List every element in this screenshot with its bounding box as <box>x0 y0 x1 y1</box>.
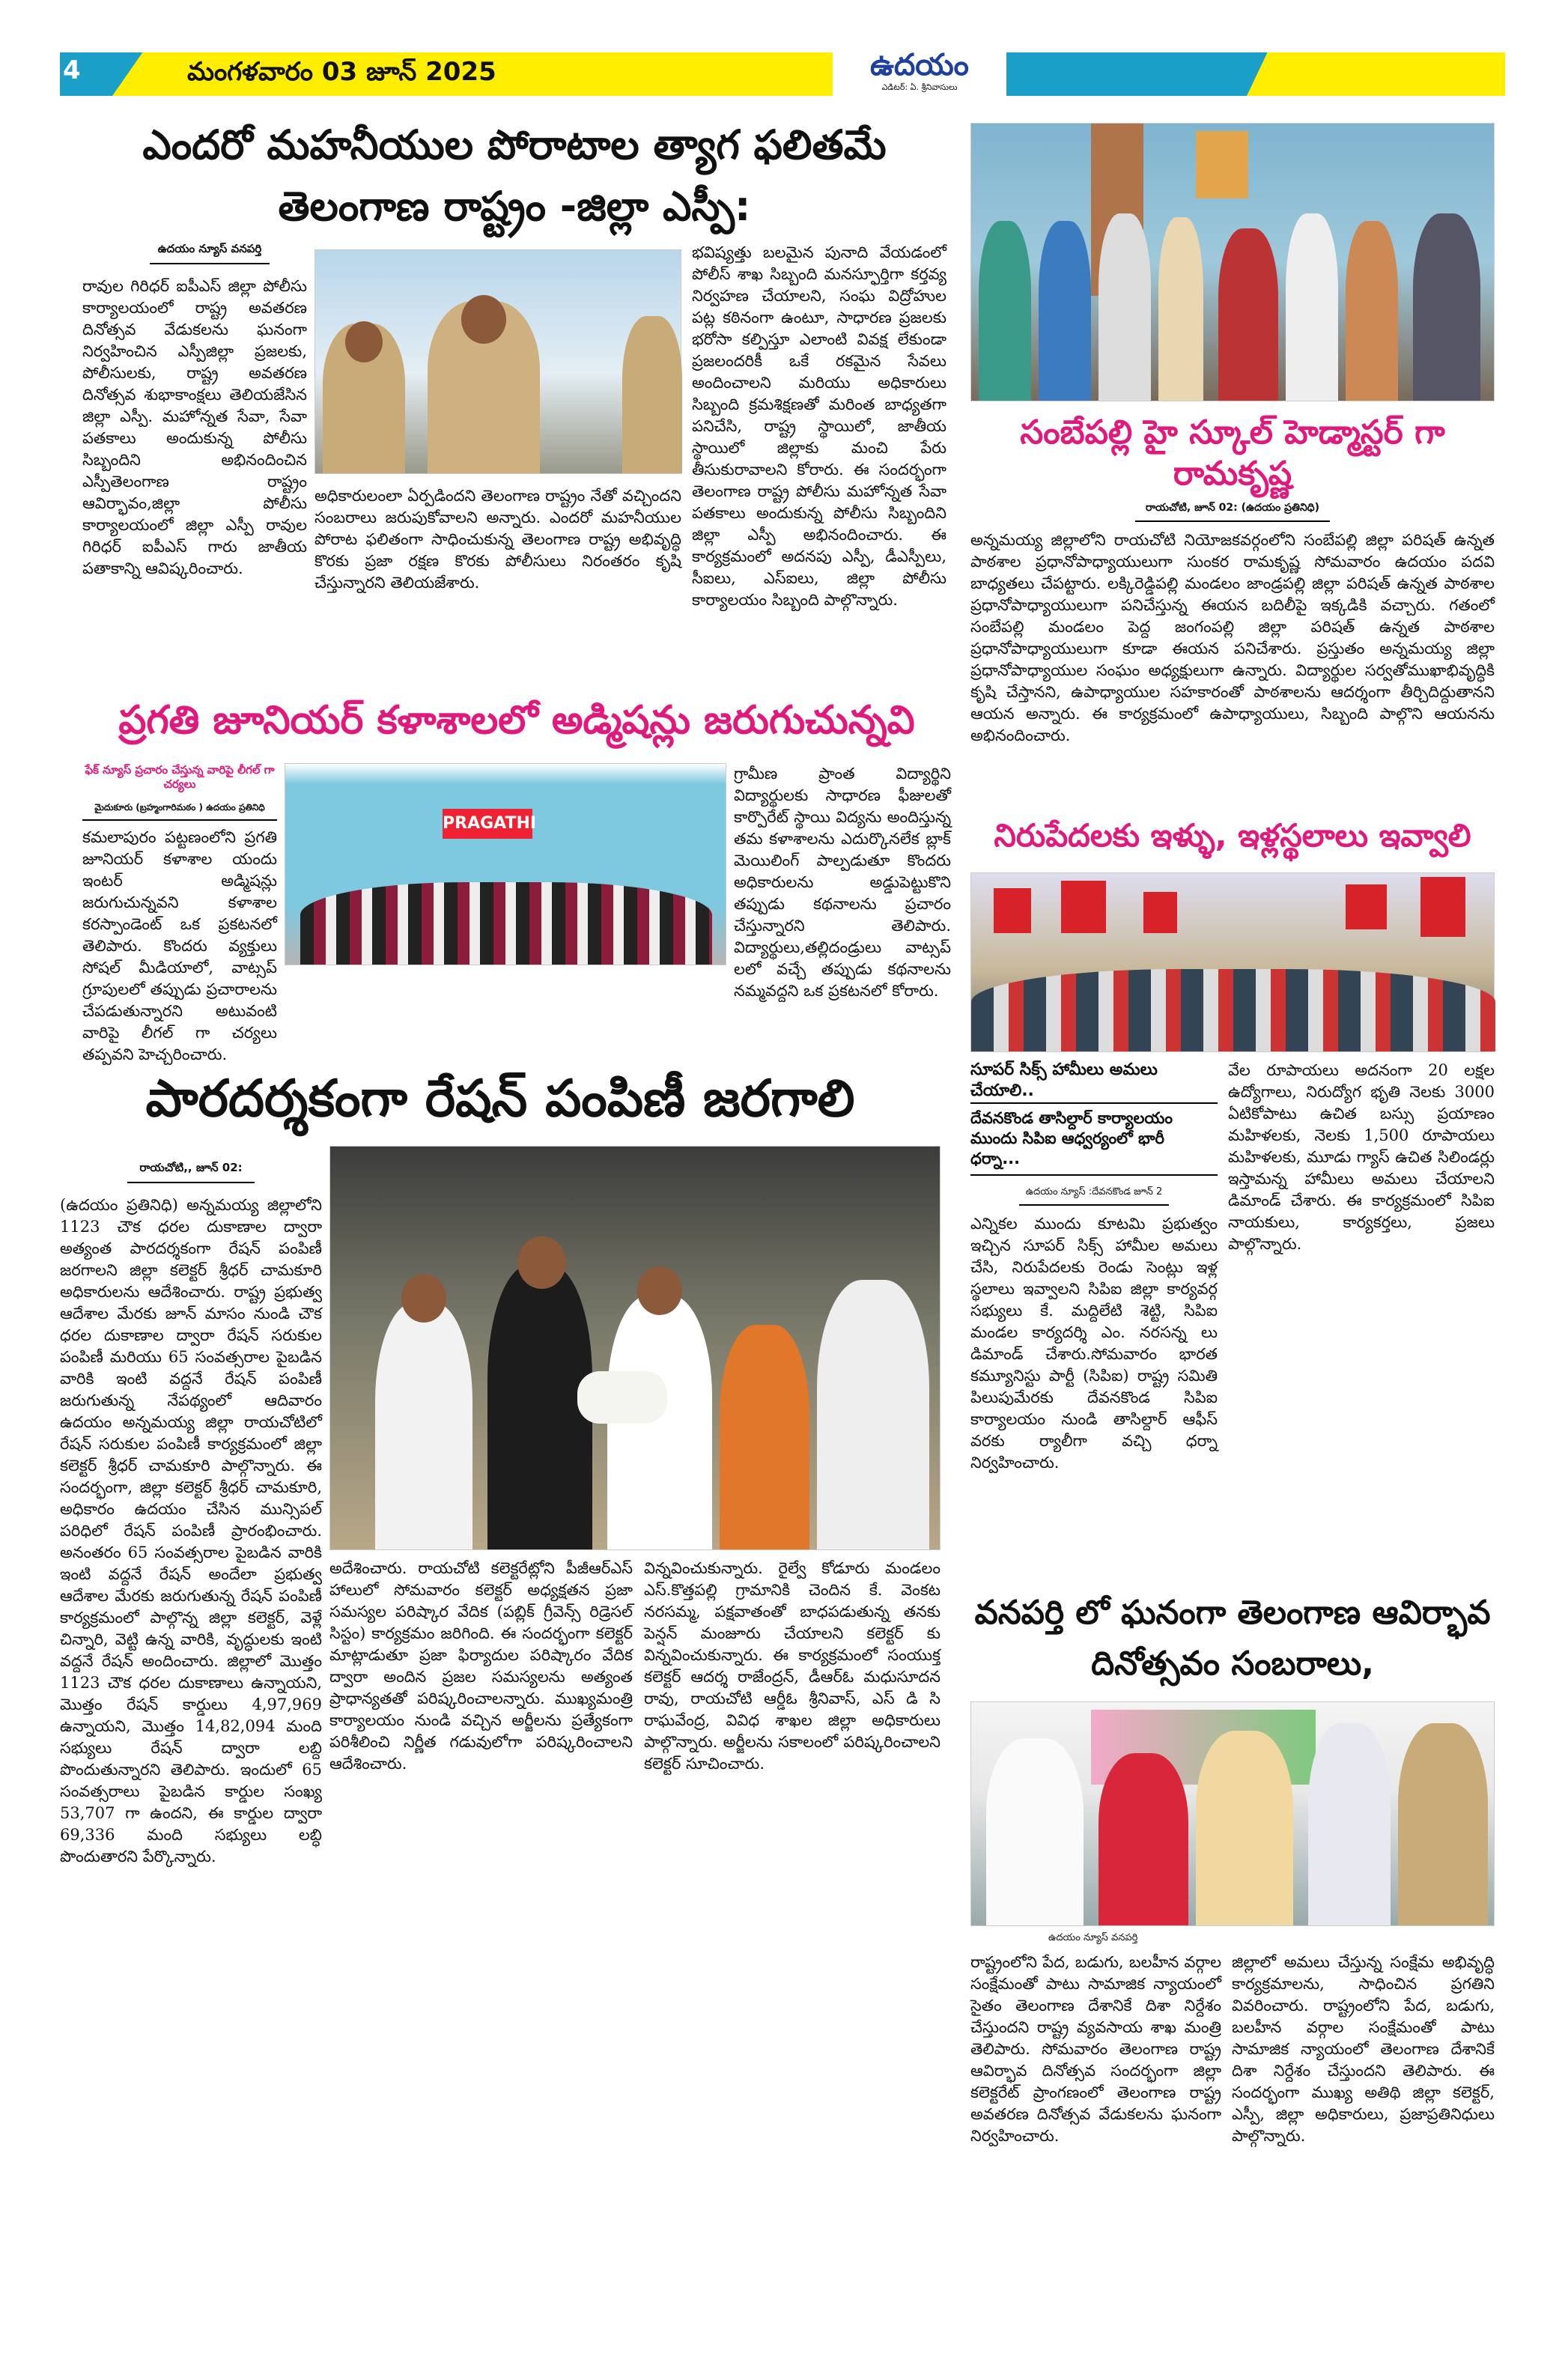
a4-caption-1: సూపర్ సిక్స్ హామీలు అమలు చేయాలి.. <box>970 1060 1218 1104</box>
a2-body: అన్నమయ్య జిల్లాలోని రాయచోటి నియోజకవర్గంలోని సంబేపల్లి జిల్లా పరిషత్ ఉన్నత పాఠశాల ప్రధానోపాధ్యాయులుగా సుంకర రామకృష్ణ సోమవారం ఉదయం పదవి బాధ్యతలు చేపట్టారు. లక్కిరెడ్డిపల్లి మండలం జాండ్రపల్లి జిల్లా పరిషత్ ఉన్నత పాఠశాల ప్రధానోపాధ్యాయులుగా పనిచేస్తున్న ఈయన బదిలీపై ఇక్కడికి వచ్చారు. గతంలో సంబేపల్లి మండలం పెద్ద జంగంపల్లి జిల్లా పరిషత్ ఉన్నత పాఠశాల ప్రధానోపాధ్యాయులుగా కూడా ఈయన పనిచేశారు. ప్రస్తుతం అన్నమయ్య జిల్లా ప్రధానోపాధ్యాయుల సంఘం అధ్యక్షులుగా ఉన్నారు. విద్యార్థుల సర్వతోముఖాభివృద్ధికి కృషి చేస్తానని, ఉపాధ్యాయుల సహకారంతో పాఠశాలను ఆదర్శంగా తీర్చిదిద్దుతానని ఆయన అన్నారు. ఈ కార్యక్రమంలో ఉపాధ్యాయులు, సిబ్బంది పాల్గొని ఆయనను అభినందించారు. <box>970 531 1495 744</box>
a4-photo-dharna <box>970 872 1495 1052</box>
a5-article <box>60 1067 941 2292</box>
a1-article <box>82 120 946 674</box>
a1-headline-1: ఎందరో మహనీయుల పోరాటాల త్యాగ ఫలితమే <box>142 121 887 169</box>
pragathi-banner: PRAGATHI <box>443 809 532 839</box>
a1-body-col2: అధికారులంలా ఏర్పడిందని తెలంగాణ రాష్ట్రం నేతో వచ్చిందని సంబరాలు జరుపుకోవాలని అన్నారు. ఎందరో మహనీయుల పోరాట ఫలితంగా సాధించుకున్న తెలంగాణ రాష్ట్ర అభివృద్ధి కొరకు ప్రజా రక్షణ కొరకు పోలీసులు నిరంతరం కృషి చేస్తున్నారని తెలియజేశారు. <box>314 487 681 592</box>
a1-body-area <box>82 242 946 674</box>
a5-body: (ఉదయం ప్రతినిధి) అన్నమయ్య జిల్లాలోని 1123 చౌక ధరల దుకాణాల ద్వారా అత్యంత పారదర్శకంగా రేషన్ పంపిణీ జరగాలని జిల్లా కలెక్టర్ శ్రీధర్ చామకూరి అధికారులను ఆదేశించారు. రాష్ట్ర ప్రభుత్వ ఆదేశాల మేరకు జూన్ మాసం నుండి చౌక ధరల దుకాణాల ద్వారా రేషన్ సరుకుల పంపిణీ మరియు 65 సంవత్సరాల పైబడిన వారికి ఇంటి వద్దనే రేషన్ పంపిణీ జరుగుతున్న నేపథ్యంలో ఆదివారం ఉదయం అన్నమయ్య జిల్లా రాయచోటిలో రేషన్ సరుకుల పంపిణీ కార్యక్రమంలో జిల్లా కలెక్టర్ శ్రీధర్ చామకూరి పాల్గొన్నారు. ఈ సందర్భంగా, జిల్లా కలెక్టర్ శ్రీధర్ చామకూరి, అధికారం ఉదయం చేసిన మున్సిపల్ పరిధిలో రేషన్ పంపిణీ ప్రారంభించారు. అనంతరం 65 సంవత్సరాల పైబడిన వారికి ఇంటి వద్దనే రేషన్ అందేలా ప్రభుత్వ ఆదేశాల మేరకు జరుగుతున్న రేషన్ పంపిణీ కార్యక్రమంలో పాల్గొన్న జిల్లా కలెక్టర్, వెళ్లే చిన్నారి, వెట్టి ఉన్న వారికి, వృద్ధులకు ఇంటి వద్దనే రేషన్ అందించారు. జిల్లాలో మొత్తం 1123 చౌక ధరల దుకాణాలు ఉన్నాయని, మొత్తం రేషన్ కార్డులు 4,97,969 ఉన్నాయని, మొత్తం 14,82,094 మంది సభ్యులు రేషన్ ద్వారా లబ్ది పొందుతున్నారని తెలిపారు. ఇందులో 65 సంవత్సరాలు పైబడిన కార్డుల సంఖ్య 53,707 గా ఉందని, ఈ కార్డుల ద్వారా 69,336 మంది సభ్యులు లబ్ధి పొందుతారని పేర్కొన్నారు. <box>60 1196 322 1865</box>
a1-body-col3: భవిష్యత్తు బలమైన పునాది వేయడంలో పోలీస్ శాఖ సిబ్బంది మనస్ఫూర్తిగా కర్తవ్య నిర్వహణ చేయాలని, సంఘ విద్రోహుల పట్ల కఠినంగా ఉంటూ, సాధారణ ప్రజలకు భరోసా కల్పిస్తూ ఎలాంటి వివక్ష లేకుండా ప్రజలందరికీ ఒకే రకమైన సేవలు అందించాలని మరియు అధికారులు సిబ్బంది క్రమశిక్షణతో మరింత బాధ్యతగా పనిచేసి, రాష్ట్ర స్థాయిలో, జాతీయ స్థాయిలో జిల్లాకు మంచి పేరు తీసుకురావాలని కోరారు. ఈ సందర్భంగా తెలంగాణ రాష్ట్ర పోలీసు మహోన్నత సేవా పతకాలు అందుకున్న పోలీసు సిబ్బందిని జిల్లా ఎస్పీ అభినందించారు. ఈ కార్యక్రమంలో అదనపు ఎస్పీ, డీఎస్పీలు, సీఐలు, ఎస్ఐలు, జిల్లా పోలీసు కార్యాలయం సిబ్బంది పాల్గొన్నారు. <box>692 243 946 609</box>
a3-article <box>82 696 951 1063</box>
a6-headline: వనపర్తి లో ఘనంగా తెలంగాణ ఆవిర్భావ దినోత్సవం సంబరాలు, <box>974 1594 1491 1683</box>
a5-body-area <box>60 1146 941 2292</box>
a6-body-2: జిల్లాలో అమలు చేస్తున్న సంక్షేమ అభివృద్ధి కార్యక్రమాలను, సాధించిన ప్రగతిని వివరించారు. రాష్ట్రంలోని పేద, బడుగు, బలహీన వర్గాల సంక్షేమంతో పాటు సామాజిక న్యాయంలో తెలంగాణ దేశానికే దిశా నిర్దేశం చేస్తుందని తెలిపారు. ఈ సందర్భంగా ముఖ్య అతిథి జిల్లా కలెక్టర్, ఎస్పీ, జిల్లా అధికారులు, ప్రజాప్రతినిధులు పాల్గొన్నారు. <box>1232 1953 1495 2145</box>
a6-photo-celebration <box>970 1701 1495 1926</box>
a3-body-2: గ్రామీణ ప్రాంత విద్యార్థిని విద్యార్థులకు సాధారణ ఫీజులతో కార్పొరేట్ స్థాయి విద్యను అందిస్తున్న తమ కళాశాలను ఎదుర్కొనలేక బ్లాక్ మెయిలింగ్ పాల్పడుతూ కొందరు అధికారులను అడ్డుపెట్టుకొని తప్పుడు కథనాలను ప్రచారం చేస్తున్నారని తెలిపారు. విద్యార్థులు,తల్లిదండ్రులు వాట్సప్ లలో వచ్చే తప్పుడు కథనాలను నమ్మవద్దని ఒక ప్రకటనలో కోరారు. <box>734 765 951 1000</box>
a4-headline: నిరుపేదలకు ఇళ్ళు, ఇళ్లస్థలాలు ఇవ్వాలి <box>994 817 1471 854</box>
a6-caption: ఉదయం న్యూస్ వనపర్తి <box>1048 1932 1138 1943</box>
a3-body-area <box>82 763 951 1063</box>
logo-text: ఉదయం <box>870 48 969 82</box>
issue-date: మంగళవారం 03 జూన్ 2025 <box>187 57 496 87</box>
a5-body-2: అదేశించారు. రాయచోటి కలెక్టరేట్లోని పీజీఆర్ఎస్ హాలులో సోమవారం కలెక్టర్ అధ్యక్షతన ప్రజా సమస్యల పరిష్కార వేదిక (పబ్లిక్ గ్రీవెన్స్ రిడ్రెసల్ సిస్టం) కార్యక్రమం జరిగింది. ఈ సందర్భంగా కలెక్టర్ మాట్లాడుతూ ప్రజా ఫిర్యాదుల పరిష్కారం వేదిక ద్వారా అందిన ప్రజల సమస్యలను అత్యంత ప్రాధాన్యతతో పరిష్కరించాలన్నారు. ముఖ్యమంత్రి కార్యాలయం నుండి వచ్చిన అర్జీలను ప్రత్యేకంగా పరిశీలించి నిర్ణీత గడువులోగా పరిష్కరించాలని ఆదేశించారు. <box>329 1559 633 1773</box>
page-number: 4 <box>63 55 81 85</box>
a4-body-2: వేల రూపాయలు అదనంగా 20 లక్షల ఉద్యోగాలు, నిరుద్యోగ భృతి నెలకు 3000 ఏటికోపాటు ఉచిత బస్సు ప్రయాణం మహిళలకు, నెలకు 1,500 రూపాయలు మహిళలకు, మూడు గ్యాస్ ఉచిత సిలిండర్లు ఇస్తామన్న హామీలు అమలు చేయాలని డిమాండ్ చేశారు. ఈ కార్యక్రమంలో సిపిఐ నాయకులు, కార్యకర్తలు, ప్రజలు పాల్గొన్నారు. <box>1228 1060 1495 1253</box>
a5-photo-ration <box>329 1146 941 1550</box>
a4-body: ఎన్నికల ముందు కూటమి ప్రభుత్వం ఇచ్చిన సూపర్ సిక్స్ హామీల అమలు చేసి, నిరుపేదలకు రెండు సెంట్లు ఇళ్ల స్థలాలు ఇవ్వాలని సిపిఐ జిల్లా కార్యవర్గ సభ్యులు కే. మద్దిలేటి శెట్టి, సిపిఐ మండల కార్యదర్శి ఎం. నరసన్న లు డిమాండ్ చేశారు.సోమవారం భారత కమ్యూనిస్టు పార్టీ (సిపిఐ) రాష్ట్ర సమితి పిలుపుమేరకు దేవనకొండ సిపిఐ కార్యాలయం నుండి తాసిల్దార్ ఆఫీస్ వరకు ర్యాలీగా వచ్చి ధర్నా నిర్వహించారు. <box>970 1214 1218 1472</box>
newspaper-logo <box>833 48 1006 97</box>
masthead-yellow-right <box>1247 52 1505 96</box>
a2-article <box>970 412 1495 786</box>
a6-columns <box>970 1952 1495 2292</box>
a1-photo-police <box>314 249 681 474</box>
a4-byline: ఉదయం న్యూస్ :దేవనకొండ జూన్ 2 <box>1019 1186 1169 1206</box>
a3-subhead: ఫేక్ న్యూస్ ప్రచారం చేస్తున్న వారిపై లీగల్ గా చర్యలు <box>85 763 275 791</box>
a3-byline: మైదుకూరు (బ్రహ్మంగారిమఠం ) ఉదయం ప్రతినిధి <box>82 802 277 821</box>
a2-byline: రాయచోటి, జూన్ 02: (ఉదయం ప్రతినిధి) <box>1135 502 1330 522</box>
a5-headline: పారదర్శకంగా రేషన్ పంపిణీ జరగాలి <box>145 1069 855 1129</box>
a3-body: కమలాపురం పట్టణంలోని ప్రగతి జూనియర్ కళాశాల యందు ఇంటర్ అడ్మిషన్లు జరుగుచున్నవని కళాశాల కరస్పాండెంట్ ఒక ప్రకటనలో తెలిపారు. కొందరు వ్యక్తులు సోషల్ మీడియాలో, వాట్సప్ గ్రూపులలో తప్పుడు ప్రచారాలను చేపడుతున్నారని అటువంటి వారిపై లీగల్ గా చర్యలు తప్పవని హెచ్చరించారు. <box>82 828 277 1063</box>
a2-photo-headmaster <box>970 123 1495 401</box>
logo-subtext: ఎడిటర్: ఏ. శ్రీనివాసులు <box>881 82 958 92</box>
a3-left-column <box>82 763 277 1063</box>
a5-byline: రాయచోటి,, జూన్ 02: <box>127 1161 255 1183</box>
a1-headline-2: తెలంగాణ రాష్ట్రం -జిల్లా ఎస్పీ: <box>278 182 751 230</box>
a1-byline: ఉదయం న్యూస్ వనపర్తి <box>150 242 270 264</box>
a2-headline: సంబేపల్లి హై స్కూల్ హెడ్మాస్టర్ గా రామకృష్ణ <box>1020 413 1445 493</box>
a6-article <box>970 1588 1495 2292</box>
a4-left-column <box>970 1060 1218 1555</box>
a4-caption-2: దేవనకొండ తాసిల్దార్ కార్యాలయం ముందు సిపిఐ ఆధ్వర్యంలో భారీ ధర్నా... <box>970 1104 1218 1176</box>
a3-photo-college <box>285 763 726 965</box>
a6-body: రాష్ట్రంలోని పేద, బడుగు, బలహీన వర్గాల సంక్షేమంతో పాటు సామాజిక న్యాయంలో సైతం తెలంగాణ దేశానికే దిశా నిర్దేశం చేస్తుందని రాష్ట్ర వ్యవసాయ శాఖ మంత్రి తెలిపారు. సోమవారం తెలంగాణ రాష్ట్ర ఆవిర్భావ దినోత్సవ సందర్భంగా జిల్లా కలెక్టరేట్ ప్రాంగణంలో తెలంగాణ రాష్ట్ర అవతరణ దినోత్సవ వేడుకలను ఘనంగా నిర్వహించారు. <box>970 1953 1221 2145</box>
a3-headline: ప్రగతి జూనియర్ కళాశాలలో అడ్మిషన్లు జరుగుచున్నవి <box>118 698 915 743</box>
a5-body-3: విన్నవించుకున్నారు. రైల్వే కోడూరు మండలం ఎస్.కొత్తపల్లి గ్రామానికి చెందిన కే. వెంకట నరసమ్మ, పక్షవాతంతో బాధపడుతున్న తనకు పెన్షన్ మంజూరు చేయాలని కలెక్టర్ కు విన్నవించుకున్నారు. ఈ కార్యక్రమంలో సంయుక్త కలెక్టర్ ఆదర్శ రాజేంద్రన్, డీఆర్ఓ మధుసూదన రావు, రాయచోటి ఆర్డీఓ శ్రీనివాస్, ఎస్ డి సి రాఘవేంద్ర, వివిధ శాఖల జిల్లా అధికారులు పాల్గొన్నారు. అర్జీలను సకాలంలో పరిష్కరించాలని కలెక్టర్ సూచించారు. <box>644 1559 941 1773</box>
a4-columns <box>970 1060 1495 1555</box>
a1-body-col1: రావుల గిరిధర్ ఐపీఎస్ జిల్లా పోలీసు కార్యాలయంలో రాష్ట్ర అవతరణ దినోత్సవ వేడుకలను ఘనంగా నిర్వహించిన ఎస్పీజిల్లా ప్రజలకు, పోలీసులకు, రాష్ట్ర అవతరణ దినోత్సవ శుభాకాంక్షలు తెలియజేసిన జిల్లా ఎస్పీ. మహోన్నత సేవా, సేవా పతకాలు అందుకున్న పోలీసు సిబ్బందిని అభినందించిన ఎస్పీతెలంగాణ రాష్ట్రం ఆవిర్భావం,జిల్లా పోలీసు కార్యాలయంలో జిల్లా ఎస్పీ రావుల గిరిధర్ ఐపీఎస్ గారు జాతీయ పతాకాన్ని ఆవిష్కరించారు. <box>82 277 307 577</box>
a4-article <box>970 816 1495 1554</box>
